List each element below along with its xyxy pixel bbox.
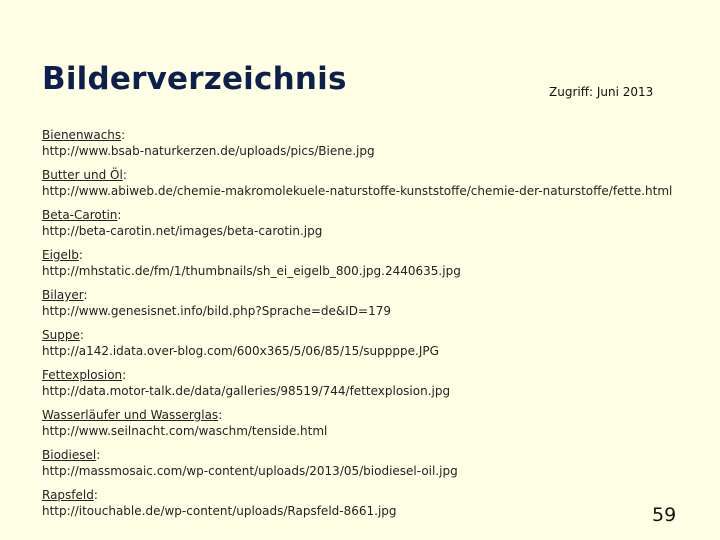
colon: :: [122, 368, 127, 382]
entry-name-link[interactable]: Suppe: [42, 328, 80, 342]
entry-url: http://beta-carotin.net/images/beta-carotin.jpg: [42, 224, 323, 238]
entry-url: http://www.bsab-naturkerzen.de/uploads/pics/Biene.jpg: [42, 144, 375, 158]
entry-url: http://mhstatic.de/fm/1/thumbnails/sh_ei_eigelb_800.jpg.2440635.jpg: [42, 264, 461, 278]
entry-name-link[interactable]: Beta-Carotin: [42, 208, 118, 222]
colon: :: [93, 488, 98, 502]
colon: :: [78, 248, 83, 262]
reference-entry: [42, 287, 712, 319]
image-reference-list: [42, 127, 712, 527]
reference-entry: [42, 447, 712, 479]
reference-entry: [42, 247, 712, 279]
reference-entry: [42, 327, 712, 359]
colon: :: [79, 328, 84, 342]
entry-url: http://www.abiweb.de/chemie-makromolekuele-naturstoffe-kunststoffe/chemie-der-naturstoffe/fette.html: [42, 184, 673, 198]
colon: :: [96, 448, 101, 462]
entry-name-link[interactable]: Biodiesel: [42, 448, 97, 462]
colon: :: [218, 408, 223, 422]
entry-name-link[interactable]: Bienenwachs: [42, 128, 122, 142]
access-date: Zugriff: Juni 2013: [549, 85, 654, 99]
reference-entry: [42, 167, 712, 199]
reference-entry: [42, 367, 712, 399]
entry-url: http://www.seilnacht.com/waschm/tenside.html: [42, 424, 328, 438]
entry-name-link[interactable]: Fettexplosion: [42, 368, 123, 382]
entry-url: http://itouchable.de/wp-content/uploads/Rapsfeld-8661.jpg: [42, 504, 397, 518]
entry-name-link[interactable]: Rapsfeld: [42, 488, 94, 502]
entry-name-link[interactable]: Bilayer: [42, 288, 84, 302]
entry-url: http://a142.idata.over-blog.com/600x365/5/06/85/15/suppppe.JPG: [42, 344, 439, 358]
colon: :: [122, 168, 127, 182]
colon: :: [83, 288, 88, 302]
reference-entry: [42, 207, 712, 239]
reference-entry: [42, 127, 712, 159]
entry-url: http://massmosaic.com/wp-content/uploads/2013/05/biodiesel-oil.jpg: [42, 464, 458, 478]
entry-url: http://www.genesisnet.info/bild.php?Sprache=de&ID=179: [42, 304, 391, 318]
colon: :: [117, 208, 122, 222]
reference-entry: [42, 487, 712, 519]
reference-entry: [42, 407, 712, 439]
entry-name-link[interactable]: Eigelb: [42, 248, 79, 262]
entry-name-link[interactable]: Butter und Öl: [42, 168, 123, 182]
entry-name-link[interactable]: Wasserläufer und Wasserglas: [42, 408, 219, 422]
page-title: Bilderverzeichnis: [42, 61, 347, 97]
page-number: 59: [652, 504, 677, 526]
entry-url: http://data.motor-talk.de/data/galleries/98519/744/fettexplosion.jpg: [42, 384, 451, 398]
colon: :: [121, 128, 126, 142]
